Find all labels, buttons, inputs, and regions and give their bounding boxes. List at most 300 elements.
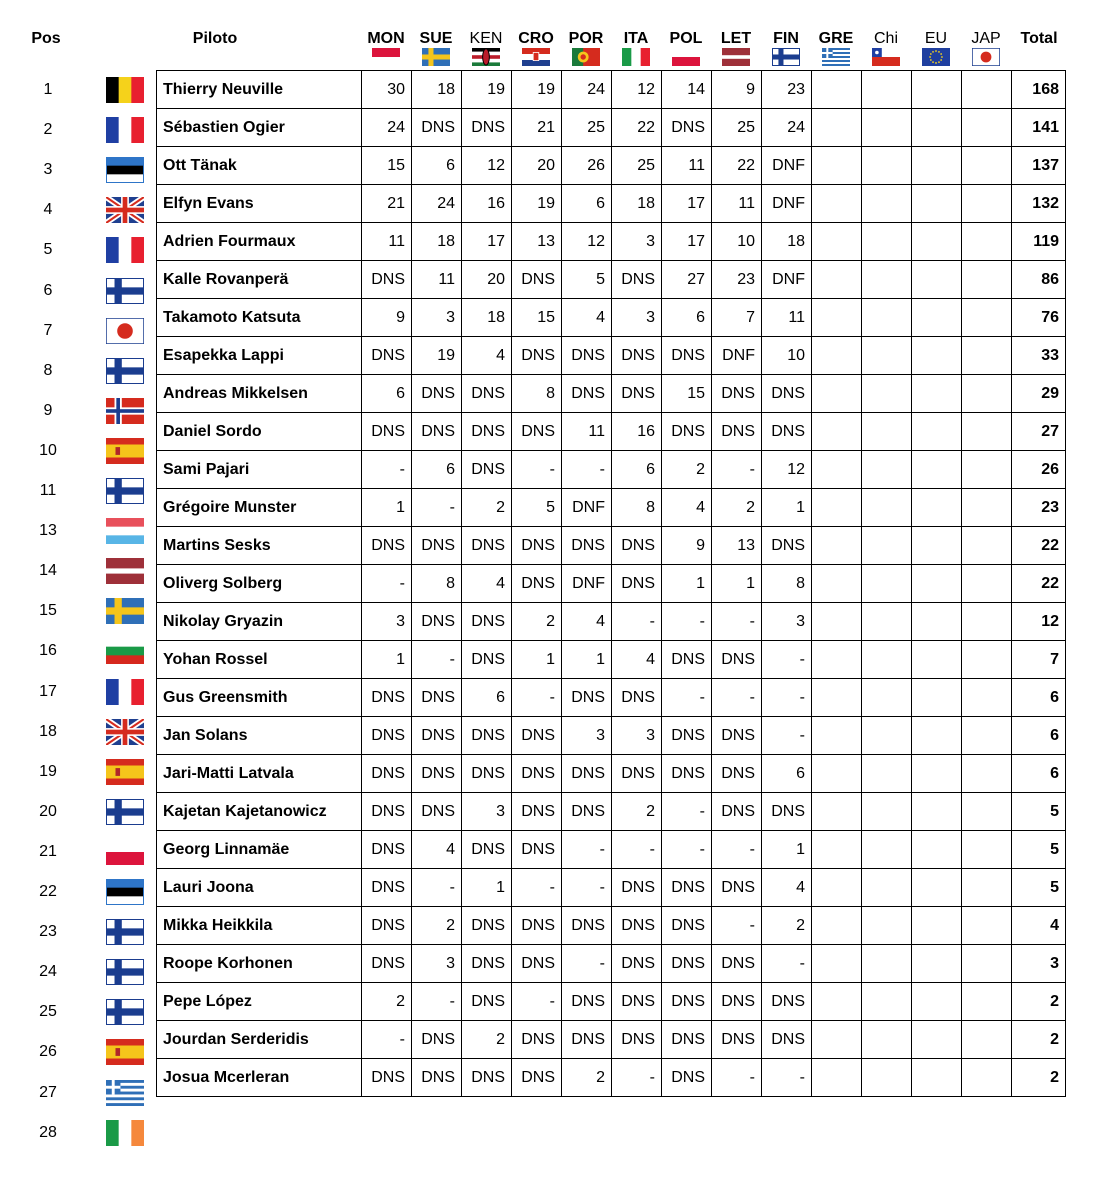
total-cell: 2 bbox=[1012, 1059, 1066, 1097]
position-label: 7 bbox=[43, 321, 53, 339]
total-cell: 86 bbox=[1012, 261, 1066, 299]
eu-flag bbox=[922, 48, 950, 71]
result-cell bbox=[862, 185, 912, 223]
position-label: 23 bbox=[39, 923, 57, 941]
japan-flag bbox=[106, 318, 144, 349]
norway-flag bbox=[106, 398, 144, 429]
result-cell bbox=[962, 489, 1012, 527]
total-cell: 33 bbox=[1012, 337, 1066, 375]
result-cell bbox=[962, 717, 1012, 755]
rally-header-ken: KEN bbox=[469, 30, 503, 47]
finland-flag bbox=[106, 999, 144, 1030]
rally-header-por: POR bbox=[568, 30, 604, 47]
result-cell bbox=[912, 375, 962, 413]
table-row bbox=[157, 375, 1066, 413]
table-row bbox=[157, 185, 1066, 223]
result-cell: - bbox=[562, 451, 612, 489]
result-cell: 23 bbox=[762, 71, 812, 109]
result-cell: DNS bbox=[662, 641, 712, 679]
result-cell: 17 bbox=[462, 223, 512, 261]
rally-header-cro: CRO bbox=[518, 30, 554, 47]
position-label: 28 bbox=[39, 1123, 57, 1141]
table-row bbox=[157, 1021, 1066, 1059]
result-cell: 2 bbox=[512, 603, 562, 641]
result-cell bbox=[962, 1021, 1012, 1059]
result-cell bbox=[812, 869, 862, 907]
result-cell: 3 bbox=[362, 603, 412, 641]
total-cell: 26 bbox=[1012, 451, 1066, 489]
ireland-flag bbox=[106, 1120, 144, 1151]
result-cell bbox=[812, 451, 862, 489]
result-cell bbox=[962, 527, 1012, 565]
total-cell: 141 bbox=[1012, 109, 1066, 147]
rally-header-chi: Chi bbox=[873, 30, 898, 47]
result-cell bbox=[812, 109, 862, 147]
result-cell bbox=[862, 299, 912, 337]
result-cell bbox=[962, 755, 1012, 793]
result-cell: 11 bbox=[762, 299, 812, 337]
result-cell: DNS bbox=[612, 983, 662, 1021]
result-cell: 15 bbox=[662, 375, 712, 413]
result-cell bbox=[912, 1059, 962, 1097]
result-cell bbox=[912, 755, 962, 793]
total-cell: 137 bbox=[1012, 147, 1066, 185]
result-cell bbox=[862, 413, 912, 451]
position-label: 11 bbox=[39, 482, 57, 500]
result-cell: DNS bbox=[412, 413, 462, 451]
result-cell: 2 bbox=[412, 907, 462, 945]
result-cell: 19 bbox=[512, 185, 562, 223]
estonia-flag bbox=[106, 157, 144, 188]
result-cell: 16 bbox=[612, 413, 662, 451]
result-cell bbox=[862, 907, 912, 945]
total-cell: 22 bbox=[1012, 527, 1066, 565]
result-cell: 2 bbox=[462, 489, 512, 527]
driver-name: Sébastien Ogier bbox=[157, 109, 362, 147]
result-cell: DNS bbox=[612, 869, 662, 907]
result-cell: DNS bbox=[662, 413, 712, 451]
result-cell bbox=[912, 261, 962, 299]
uk-flag bbox=[106, 197, 144, 228]
rally-header-eu: EU bbox=[924, 30, 948, 47]
result-cell: DNS bbox=[612, 679, 662, 717]
result-cell: 1 bbox=[362, 489, 412, 527]
result-cell: DNS bbox=[562, 983, 612, 1021]
result-cell bbox=[812, 489, 862, 527]
driver-name: Mikka Heikkila bbox=[157, 907, 362, 945]
result-cell bbox=[862, 451, 912, 489]
driver-header: Piloto bbox=[192, 30, 238, 47]
result-cell: 4 bbox=[612, 641, 662, 679]
driver-name: Yohan Rossel bbox=[157, 641, 362, 679]
result-cell: 6 bbox=[412, 451, 462, 489]
result-cell: DNS bbox=[662, 109, 712, 147]
belgium-flag bbox=[106, 77, 144, 108]
result-cell: DNS bbox=[362, 945, 412, 983]
result-cell bbox=[862, 1059, 912, 1097]
total-cell: 119 bbox=[1012, 223, 1066, 261]
position-label: 14 bbox=[39, 562, 57, 580]
result-cell: 23 bbox=[712, 261, 762, 299]
result-cell bbox=[862, 755, 912, 793]
result-cell: DNS bbox=[362, 527, 412, 565]
result-cell: DNS bbox=[562, 907, 612, 945]
italy-flag bbox=[622, 48, 650, 71]
result-cell: DNS bbox=[562, 375, 612, 413]
result-cell bbox=[862, 223, 912, 261]
result-cell: DNS bbox=[412, 375, 462, 413]
result-cell: DNS bbox=[712, 1021, 762, 1059]
total-cell: 6 bbox=[1012, 679, 1066, 717]
result-cell: 7 bbox=[712, 299, 762, 337]
result-cell: 1 bbox=[762, 831, 812, 869]
driver-name: Georg Linnamäe bbox=[157, 831, 362, 869]
result-cell: 8 bbox=[512, 375, 562, 413]
position-label: 18 bbox=[39, 722, 57, 740]
result-cell: - bbox=[612, 1059, 662, 1097]
result-cell: DNS bbox=[762, 983, 812, 1021]
table-row bbox=[157, 907, 1066, 945]
result-cell bbox=[862, 603, 912, 641]
result-cell: 2 bbox=[612, 793, 662, 831]
table-row bbox=[157, 755, 1066, 793]
driver-name: Ott Tänak bbox=[157, 147, 362, 185]
result-cell: 3 bbox=[762, 603, 812, 641]
result-cell: 27 bbox=[662, 261, 712, 299]
position-label: 26 bbox=[39, 1043, 57, 1061]
result-cell: - bbox=[712, 907, 762, 945]
result-cell bbox=[812, 565, 862, 603]
result-cell: 6 bbox=[662, 299, 712, 337]
result-cell: DNS bbox=[562, 527, 612, 565]
result-cell: DNS bbox=[762, 527, 812, 565]
result-cell: DNS bbox=[712, 869, 762, 907]
total-cell: 2 bbox=[1012, 983, 1066, 1021]
result-cell: DNS bbox=[712, 983, 762, 1021]
driver-name: Roope Korhonen bbox=[157, 945, 362, 983]
result-cell: DNS bbox=[512, 565, 562, 603]
result-cell: DNS bbox=[662, 337, 712, 375]
result-cell bbox=[812, 299, 862, 337]
total-cell: 23 bbox=[1012, 489, 1066, 527]
result-cell: DNS bbox=[412, 793, 462, 831]
result-cell: 2 bbox=[462, 1021, 512, 1059]
result-cell bbox=[962, 793, 1012, 831]
result-cell bbox=[812, 945, 862, 983]
result-cell: DNS bbox=[412, 717, 462, 755]
result-cell bbox=[962, 451, 1012, 489]
table-row bbox=[157, 451, 1066, 489]
total-cell: 5 bbox=[1012, 793, 1066, 831]
result-cell bbox=[912, 337, 962, 375]
table-row bbox=[157, 337, 1066, 375]
result-cell: DNS bbox=[412, 1059, 462, 1097]
result-cell: DNS bbox=[362, 1059, 412, 1097]
result-cell: 6 bbox=[362, 375, 412, 413]
result-cell bbox=[912, 413, 962, 451]
result-cell bbox=[812, 641, 862, 679]
result-cell: 8 bbox=[612, 489, 662, 527]
result-cell bbox=[812, 1021, 862, 1059]
result-cell: DNS bbox=[362, 869, 412, 907]
result-cell: 6 bbox=[612, 451, 662, 489]
result-cell: - bbox=[762, 641, 812, 679]
result-cell bbox=[962, 869, 1012, 907]
result-cell: DNS bbox=[362, 717, 412, 755]
result-cell: 2 bbox=[712, 489, 762, 527]
result-cell bbox=[962, 299, 1012, 337]
result-cell bbox=[912, 603, 962, 641]
result-cell: DNS bbox=[612, 565, 662, 603]
position-label: 21 bbox=[39, 842, 57, 860]
driver-name: Oliverg Solberg bbox=[157, 565, 362, 603]
result-cell: DNS bbox=[462, 983, 512, 1021]
result-cell: 3 bbox=[412, 945, 462, 983]
position-label: 1 bbox=[43, 81, 53, 99]
total-cell: 168 bbox=[1012, 71, 1066, 109]
sweden-flag bbox=[422, 48, 450, 71]
finland-flag bbox=[106, 919, 144, 950]
france-flag bbox=[106, 117, 144, 148]
driver-name: Esapekka Lappi bbox=[157, 337, 362, 375]
result-cell: 25 bbox=[612, 147, 662, 185]
result-cell: DNS bbox=[462, 375, 512, 413]
result-cell: DNS bbox=[362, 755, 412, 793]
result-cell bbox=[812, 413, 862, 451]
result-cell: - bbox=[512, 451, 562, 489]
result-cell bbox=[862, 565, 912, 603]
result-cell bbox=[962, 185, 1012, 223]
result-cell: 8 bbox=[762, 565, 812, 603]
result-cell: DNS bbox=[762, 375, 812, 413]
result-cell: 12 bbox=[462, 147, 512, 185]
result-cell: 30 bbox=[362, 71, 412, 109]
result-cell: 2 bbox=[562, 1059, 612, 1097]
greece-flag bbox=[822, 48, 850, 71]
result-cell bbox=[812, 147, 862, 185]
driver-name: Kalle Rovanperä bbox=[157, 261, 362, 299]
result-cell bbox=[962, 945, 1012, 983]
result-cell: DNS bbox=[362, 337, 412, 375]
monaco-flag bbox=[372, 48, 400, 71]
result-cell bbox=[812, 223, 862, 261]
position-label: 2 bbox=[43, 121, 53, 139]
result-cell: - bbox=[412, 869, 462, 907]
result-cell bbox=[912, 109, 962, 147]
position-label: 15 bbox=[39, 602, 57, 620]
result-cell bbox=[812, 717, 862, 755]
driver-name: Sami Pajari bbox=[157, 451, 362, 489]
result-cell: 8 bbox=[412, 565, 462, 603]
estonia-flag bbox=[106, 879, 144, 910]
finland-flag bbox=[106, 959, 144, 990]
result-cell bbox=[862, 147, 912, 185]
poland-flag bbox=[106, 839, 144, 870]
driver-name: Gus Greensmith bbox=[157, 679, 362, 717]
result-cell: 24 bbox=[362, 109, 412, 147]
result-cell bbox=[962, 375, 1012, 413]
total-cell: 6 bbox=[1012, 755, 1066, 793]
result-cell bbox=[862, 527, 912, 565]
result-cell: 12 bbox=[562, 223, 612, 261]
result-cell: DNS bbox=[712, 413, 762, 451]
result-cell: 24 bbox=[412, 185, 462, 223]
result-cell: 5 bbox=[562, 261, 612, 299]
position-label: 22 bbox=[39, 883, 57, 901]
result-cell: 18 bbox=[412, 71, 462, 109]
result-cell: DNS bbox=[512, 1021, 562, 1059]
finland-flag bbox=[106, 799, 144, 830]
table-row bbox=[157, 793, 1066, 831]
result-cell: 21 bbox=[512, 109, 562, 147]
result-cell: 3 bbox=[412, 299, 462, 337]
result-cell: - bbox=[412, 489, 462, 527]
result-cell: 6 bbox=[412, 147, 462, 185]
result-cell: - bbox=[762, 679, 812, 717]
result-cell: DNS bbox=[662, 945, 712, 983]
result-cell bbox=[962, 223, 1012, 261]
result-cell: DNS bbox=[462, 831, 512, 869]
result-cell bbox=[812, 71, 862, 109]
result-cell: DNS bbox=[462, 413, 512, 451]
result-cell: 12 bbox=[762, 451, 812, 489]
result-cell: DNS bbox=[362, 831, 412, 869]
result-cell: DNS bbox=[512, 717, 562, 755]
chile-flag bbox=[872, 48, 900, 71]
total-cell: 76 bbox=[1012, 299, 1066, 337]
driver-name: Grégoire Munster bbox=[157, 489, 362, 527]
result-cell bbox=[812, 755, 862, 793]
result-cell: 15 bbox=[512, 299, 562, 337]
table-row bbox=[157, 299, 1066, 337]
result-cell: DNS bbox=[512, 907, 562, 945]
result-cell: 11 bbox=[712, 185, 762, 223]
total-cell: 5 bbox=[1012, 831, 1066, 869]
result-cell: 22 bbox=[712, 147, 762, 185]
result-cell bbox=[862, 337, 912, 375]
table-row bbox=[157, 717, 1066, 755]
result-cell: - bbox=[362, 451, 412, 489]
result-cell: DNS bbox=[512, 945, 562, 983]
result-cell: 12 bbox=[612, 71, 662, 109]
result-cell bbox=[962, 109, 1012, 147]
result-cell bbox=[912, 945, 962, 983]
result-cell: DNS bbox=[662, 755, 712, 793]
spain-flag bbox=[106, 1039, 144, 1070]
result-cell: 24 bbox=[562, 71, 612, 109]
result-cell: 2 bbox=[662, 451, 712, 489]
result-cell: DNS bbox=[462, 755, 512, 793]
position-label: 16 bbox=[39, 642, 57, 660]
result-cell: DNF bbox=[562, 565, 612, 603]
position-label: 25 bbox=[39, 1003, 57, 1021]
result-cell: - bbox=[512, 983, 562, 1021]
rally-header-let: LET bbox=[720, 30, 752, 47]
driver-name: Martins Sesks bbox=[157, 527, 362, 565]
spain-flag bbox=[106, 759, 144, 790]
result-cell: 15 bbox=[362, 147, 412, 185]
result-cell: DNS bbox=[462, 717, 512, 755]
table-row bbox=[157, 831, 1066, 869]
result-cell: - bbox=[712, 1059, 762, 1097]
result-cell: DNF bbox=[762, 147, 812, 185]
result-cell: DNS bbox=[362, 413, 412, 451]
result-cell: 16 bbox=[462, 185, 512, 223]
result-cell: DNS bbox=[462, 945, 512, 983]
result-cell: 2 bbox=[362, 983, 412, 1021]
result-cell: 25 bbox=[712, 109, 762, 147]
bulgaria-flag bbox=[106, 638, 144, 669]
result-cell: 1 bbox=[712, 565, 762, 603]
total-cell: 22 bbox=[1012, 565, 1066, 603]
result-cell bbox=[812, 185, 862, 223]
table-row bbox=[157, 413, 1066, 451]
result-cell: DNS bbox=[612, 945, 662, 983]
result-cell: 4 bbox=[462, 565, 512, 603]
result-cell bbox=[912, 679, 962, 717]
result-cell bbox=[862, 717, 912, 755]
result-cell bbox=[812, 907, 862, 945]
result-cell bbox=[962, 565, 1012, 603]
result-cell: - bbox=[562, 869, 612, 907]
result-cell bbox=[912, 641, 962, 679]
result-cell: DNS bbox=[662, 869, 712, 907]
position-label: 5 bbox=[43, 241, 53, 259]
result-cell: 3 bbox=[462, 793, 512, 831]
result-cell bbox=[912, 983, 962, 1021]
result-cell bbox=[812, 527, 862, 565]
result-cell bbox=[912, 527, 962, 565]
result-cell: 20 bbox=[462, 261, 512, 299]
result-cell: - bbox=[712, 451, 762, 489]
table-row bbox=[157, 603, 1066, 641]
result-cell bbox=[862, 641, 912, 679]
result-cell bbox=[812, 375, 862, 413]
result-cell: DNS bbox=[512, 755, 562, 793]
standings-table bbox=[156, 70, 1066, 1097]
result-cell: - bbox=[662, 603, 712, 641]
result-cell bbox=[912, 1021, 962, 1059]
result-cell: 24 bbox=[762, 109, 812, 147]
result-cell: 1 bbox=[462, 869, 512, 907]
result-cell: - bbox=[362, 1021, 412, 1059]
result-cell: 25 bbox=[562, 109, 612, 147]
finland-flag bbox=[106, 478, 144, 509]
result-cell bbox=[912, 223, 962, 261]
position-label: 27 bbox=[39, 1083, 57, 1101]
result-cell bbox=[962, 641, 1012, 679]
result-cell bbox=[912, 793, 962, 831]
result-cell bbox=[862, 109, 912, 147]
total-cell: 2 bbox=[1012, 1021, 1066, 1059]
result-cell: DNS bbox=[612, 1021, 662, 1059]
result-cell bbox=[812, 983, 862, 1021]
result-cell: 11 bbox=[362, 223, 412, 261]
result-cell bbox=[962, 337, 1012, 375]
table-row bbox=[157, 641, 1066, 679]
result-cell: DNS bbox=[662, 717, 712, 755]
result-cell bbox=[812, 831, 862, 869]
result-cell: 11 bbox=[412, 261, 462, 299]
result-cell: 9 bbox=[662, 527, 712, 565]
pos-header: Pos bbox=[31, 30, 61, 47]
result-cell: 11 bbox=[562, 413, 612, 451]
result-cell bbox=[862, 489, 912, 527]
result-cell: 18 bbox=[462, 299, 512, 337]
result-cell bbox=[912, 299, 962, 337]
france-flag bbox=[106, 237, 144, 268]
result-cell: - bbox=[762, 1059, 812, 1097]
